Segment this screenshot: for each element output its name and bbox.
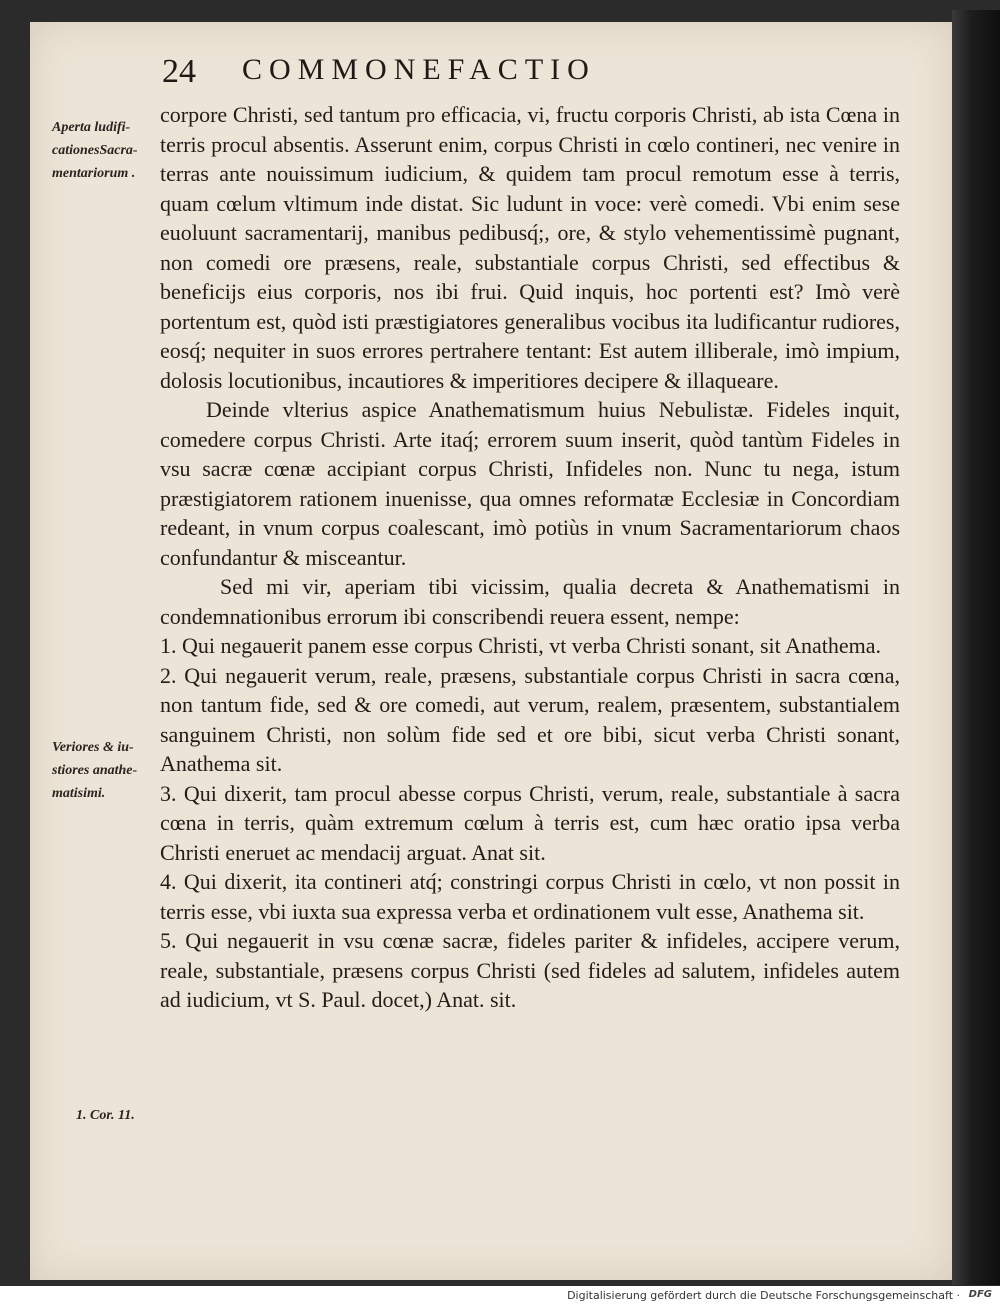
paragraph-2: Deinde vlterius aspice Anathematismum huius Nebulistæ. Fideles inquit, comedere corpus Christi. Arte itaq́; errorem suum inserit, quòd tantùm Fideles in vsu sacræ cœnæ accipiant corpus Christi, Infideles non. Nunc tu nega, istum præstigiatorem rationem inuenisse, qua omnes reformatæ Ecclesiæ in Concordiam redeant, in vnum corpus coalescant, imò potiùs in vnum Sacramentariorum chaos confundantur & misceantur. [160, 397, 900, 570]
page-header [162, 50, 722, 100]
marginal-note-corinthians: 1. Cor. 11. [76, 1108, 135, 1123]
footer-bar [0, 1286, 1000, 1307]
marginal-note-anathematismi: Veriores & iu- stiores anathe- matisimi. [52, 740, 138, 801]
anathema-item-1: 1. Qui negauerit panem esse corpus Christi, vt verba Christi sonant, sit Anathema. [160, 633, 881, 658]
book-spine [952, 10, 1000, 1285]
running-head: COMMONEFACTIO [242, 53, 596, 86]
dfg-logo: DFG [968, 1289, 992, 1300]
anathema-item-4: 4. Qui dixerit, ita contineri atq́; constringi corpus Christi in cœlo, vt non possit in terris esse, vbi iuxta sua expressa verba et ordinationem vult esse, Anathema sit. [160, 869, 900, 924]
marginal-note-ludificationes: Aperta ludifi- cationesSacra- mentariorum . [52, 120, 138, 181]
anathema-item-3: 3. Qui dixerit, tam procul abesse corpus Christi, verum, reale, substantiale à sacra cœna in terris, quàm extremum cœlum à terris est, cum hæc oratio ipsa verba Christi eneruet ac mendacij arguat. Anat sit. [160, 780, 900, 865]
anathema-item-5: 5. Qui negauerit in vsu cœnæ sacræ, fideles pariter & infideles, accipere verum, reale, substantiale, præsens corpus Christi (sed fideles ad salutem, infideles autem ad iudicium, vt S. Paul. docet,) Anat. sit. [160, 928, 900, 1012]
page-number: 24 [162, 53, 196, 90]
paragraph-1: corpore Christi, sed tantum pro efficacia, vi, fructu corporis Christi, ab ista Cœna in terris procul absentis. Asserunt enim, corpus Christi in cœlo contineri, nec venire in terras ante nouissimum iudicium, & quidem tam procul remotum esse à terris, quam cœlum vltimum inde distat. Sic ludunt in voce: verè comedi. Vbi enim sese euoluunt sacramentarij, manibus pedibusq́;, ore, & stylo vehementissimè pugnant, non comedi ore præsens, reale, substantiale corpus Christi, sed effectibus & beneficijs eius corporis, nos ibi frui. Quid inquis, hoc portenti est? Imò verè portentum est, quòd isti præstigiatores generalibus vocibus ita ludificantur rudiores, eosq́; nequiter in suos errores pertrahere tentant: Est autem illiberale, imò impium, dolosis locutionibus, incautiores & imperitiores decipere & illaqueare. [160, 102, 900, 393]
main-text [160, 100, 900, 1015]
paragraph-3: Sed mi vir, aperiam tibi vicissim, qualia decreta & Anathematismi in condemnationibus errorum ibi conscribendi reuera essent, nempe: [160, 574, 900, 629]
anathema-item-2: 2. Qui negauerit verum, reale, præsens, substantiale corpus Christi in sacra cœna, non tantum fide, sed & ore comedi, aut verum, realem, præsentem, substantialem sanguinem Christi, non solùm fide sed et ore bibi, sicut verba Christi sonant, Anathema sit. [160, 662, 900, 776]
digitization-credit: Digitalisierung gefördert durch die Deutsche Forschungsgemeinschaft · [567, 1289, 960, 1302]
